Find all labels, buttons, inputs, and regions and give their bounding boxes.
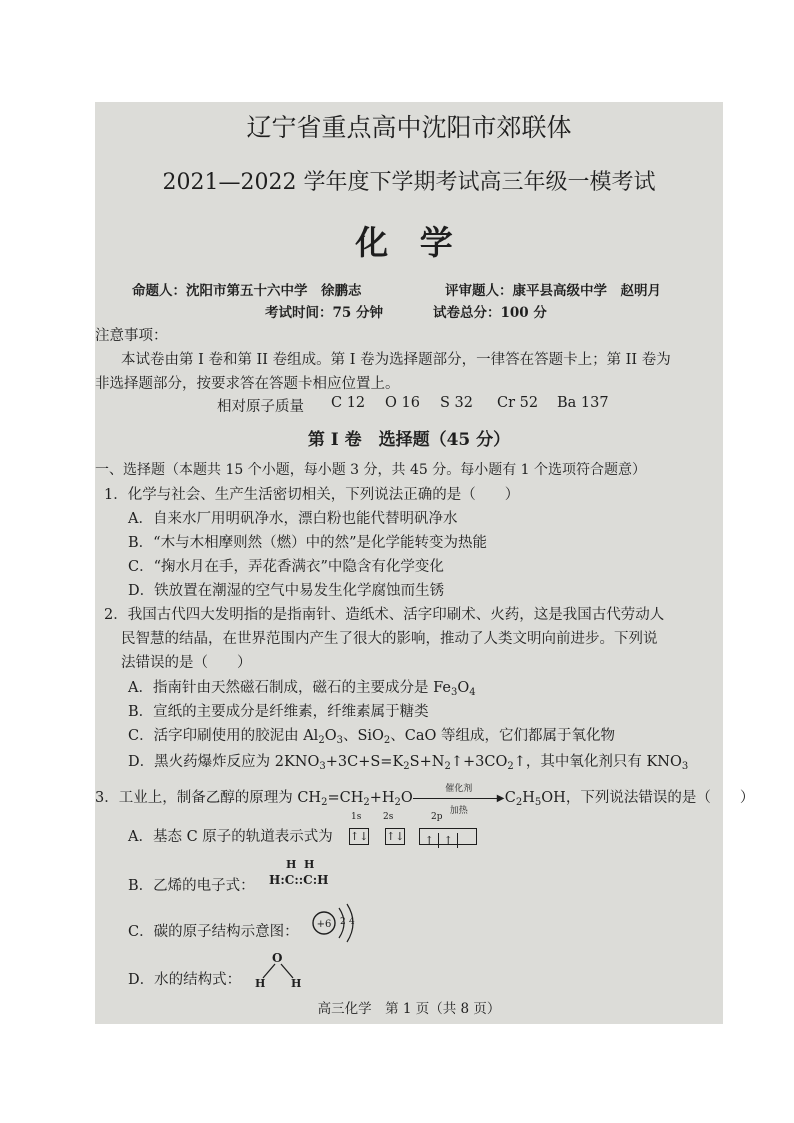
- orbital-1s-label: 1s: [351, 812, 362, 822]
- orbital-diagram: [349, 826, 477, 845]
- atomic-mass-cr: Cr 52: [497, 395, 539, 411]
- water-h-right: H: [291, 977, 302, 990]
- reaction-arrow: 催化剂 ▶ 加热: [413, 791, 505, 805]
- carbon-atom-diagram: [309, 902, 359, 946]
- water-structure: [253, 948, 303, 988]
- q1-stem: 1．化学与社会、生产生活密切相关，下列说法正确的是（ ）: [104, 487, 520, 503]
- notice-line-2: 非选择题部分，按要求答在答题卡相应位置上。: [95, 376, 400, 392]
- orbital-2p-box: ↑ ↑: [419, 828, 477, 845]
- section-title: 第 I 卷 选择题（45 分）: [307, 430, 511, 450]
- author-line: 命题人：沈阳市第五十六中学 徐鹏志: [132, 283, 362, 299]
- q1-option-a: A．自来水厂用明矾净水，漂白粉也能代替明矾净水: [128, 511, 458, 527]
- reviewer-line: 评审题人：康平县高级中学 赵明月: [445, 283, 661, 299]
- exam-time: 考试时间：75 分钟: [265, 305, 383, 321]
- atomic-mass-o: O 16: [385, 395, 420, 411]
- notice-line-1: 本试卷由第 I 卷和第 II 卷组成。第 I 卷为选择题部分，一律答在答题卡上；第 II 卷为: [121, 352, 671, 368]
- q2-option-c: C．活字印刷使用的胶泥由 $Al_2O_3$、SiO$_2$、CaO 等组成，它们都属于氧化物: [128, 728, 616, 746]
- q3-stem: 3．工业上，制备乙醇的原理为 $CH_2=CH_2+H_2O$ 催化剂 ▶ 加热 $C_2H_5OH$，下列说法错误的是（ ）: [95, 784, 755, 816]
- orbital-2p-label: 2p: [431, 812, 443, 822]
- q1-option-b: B．“木与木相摩则然（燃）中的然”是化学能转变为热能: [128, 535, 487, 551]
- q2-stem-1: 2．我国古代四大发明指的是指南针、造纸术、活字印刷术、火药，这是我国古代劳动人: [104, 607, 665, 623]
- q2-stem-2: 民智慧的结晶，在世界范围内产生了很大的影响，推动了人类文明向前进步。下列说: [121, 631, 658, 647]
- nucleus-charge: +6: [316, 919, 332, 930]
- atomic-mass-ba: Ba 137: [557, 395, 609, 411]
- atomic-mass-c: C 12: [331, 395, 366, 411]
- page-footer: 高三化学 第 1 页（共 8 页）: [317, 1001, 501, 1017]
- shell-1-count: 2: [340, 917, 346, 927]
- q3-option-a: A．基态 C 原子的轨道表示式为: [128, 829, 333, 845]
- section-intro: 一、选择题（本题共 15 个小题，每小题 3 分，共 45 分。每小题有 1 个选项符合题意）: [95, 462, 647, 478]
- q1-option-d: D．铁放置在潮湿的空气中易发生化学腐蚀而生锈: [128, 583, 445, 599]
- q2-option-b: B．宣纸的主要成分是纤维素，纤维素属于糖类: [128, 704, 429, 720]
- q1-option-c: C．“掬水月在手，弄花香满衣”中隐含有化学变化: [128, 559, 444, 575]
- ethylene-top-h: H H: [286, 858, 315, 871]
- water-o: O: [272, 951, 283, 965]
- orbital-1s-box: ↑↓: [350, 830, 369, 843]
- total-score: 试卷总分：100 分: [433, 305, 547, 321]
- title-line-2: 2021—2022 学年度下学期考试高三年级一模考试: [162, 170, 656, 195]
- orbital-2s-label: 2s: [383, 812, 394, 822]
- q2-option-a: A．指南针由天然磁石制成，磁石的主要成分是 $Fe_3O_4$: [128, 680, 476, 698]
- q2-option-d: D．黑火药爆炸反应为 $2KNO_3+3C+S=K_2S+N_2↑+3CO_2↑$，其中氧化剂只有 $KNO_3$: [128, 754, 689, 772]
- q3-option-d: D．水的结构式：: [128, 972, 242, 988]
- q3-option-c: C．碳的原子结构示意图：: [128, 924, 299, 940]
- atomic-mass-s: S 32: [440, 395, 473, 411]
- title-line-1: 辽宁省重点高中沈阳市郊联体: [246, 113, 572, 142]
- shell-2-count: 4: [349, 917, 355, 927]
- exam-page: [95, 102, 755, 1024]
- notice-heading: 注意事项：: [95, 328, 168, 344]
- ethylene-electron-formula: H:C::C:H: [269, 873, 329, 887]
- subject-title: 化 学: [355, 223, 463, 262]
- q3-option-b: B．乙烯的电子式：: [128, 878, 255, 894]
- q2-stem-3: 法错误的是（ ）: [121, 655, 252, 671]
- atomic-mass-label: 相对原子质量: [217, 399, 304, 415]
- water-h-left: H: [255, 977, 266, 990]
- orbital-2s-box: ↑↓: [386, 830, 405, 843]
